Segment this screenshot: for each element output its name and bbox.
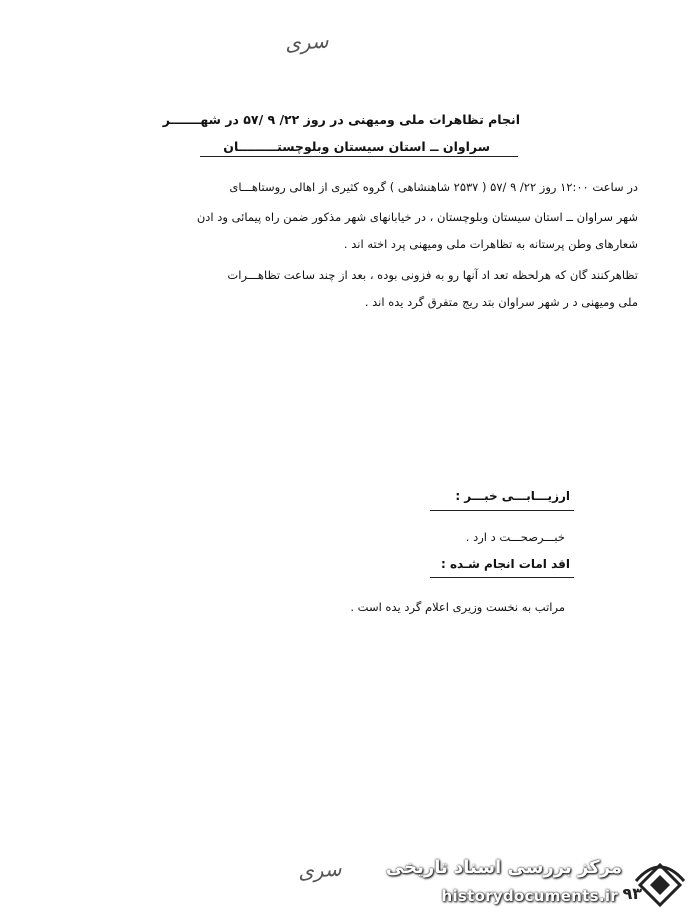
body-line-4: تظاهرکنند گان که هرلحظه تعد اد آنها رو به فزونی بوده ، بعد از چند ساعت تظاهـــرات [227, 268, 638, 282]
actions-label: اقد امات انجام شـده : [440, 557, 570, 571]
title-underline [200, 156, 518, 157]
actions-value: مراتب به نخست وزیری اعلام گرد یده است . [350, 600, 565, 614]
evaluation-underline [430, 510, 574, 511]
body-line-3: شعارهای وطن پرستانه به تظاهرات ملی ومیهنی پرد اخته اند . [343, 237, 638, 251]
archive-logo-icon [632, 859, 688, 911]
evaluation-value: خبـــرصحـــت د ارد . [465, 530, 565, 544]
body-line-2: شهر سراوان ــ استان سیستان وبلوچستان ، در خیابانهای شهر مذکور ضمن راه پیمائی ود ادن [196, 210, 638, 224]
watermark-org-name: مرکز بررسی اسناد تاریخی [385, 857, 622, 878]
archive-watermark [385, 855, 692, 915]
document-title-line-1: انجام تظاهرات ملی ومیهنی در روز ۲۲/ ۹ /۵۷ در شهـــــــر [162, 112, 520, 127]
top-secret-stamp: سری [284, 28, 330, 56]
bottom-secret-stamp: سری [297, 856, 343, 884]
document-title-line-2: سراوان ــ استان سیستان وبلوچستـــــــــان [223, 139, 490, 154]
body-line-1: در ساعت ۱۲:۰۰ روز ۲۲/ ۹ /۵۷ ( ۲۵۳۷ شاهنشاهی ) گروه کثیری از اهالی روستاهـــای [229, 180, 638, 194]
page-number: ۹۳ [622, 884, 642, 903]
watermark-site: historydocuments.ir [441, 887, 618, 905]
body-line-5: ملی ومیهنی د ر شهر سراوان بتد ریج متفرق گرد یده اند . [364, 295, 638, 309]
evaluation-label: ارزیـــابـــی خبـــر : [455, 489, 570, 503]
actions-underline [430, 577, 574, 578]
